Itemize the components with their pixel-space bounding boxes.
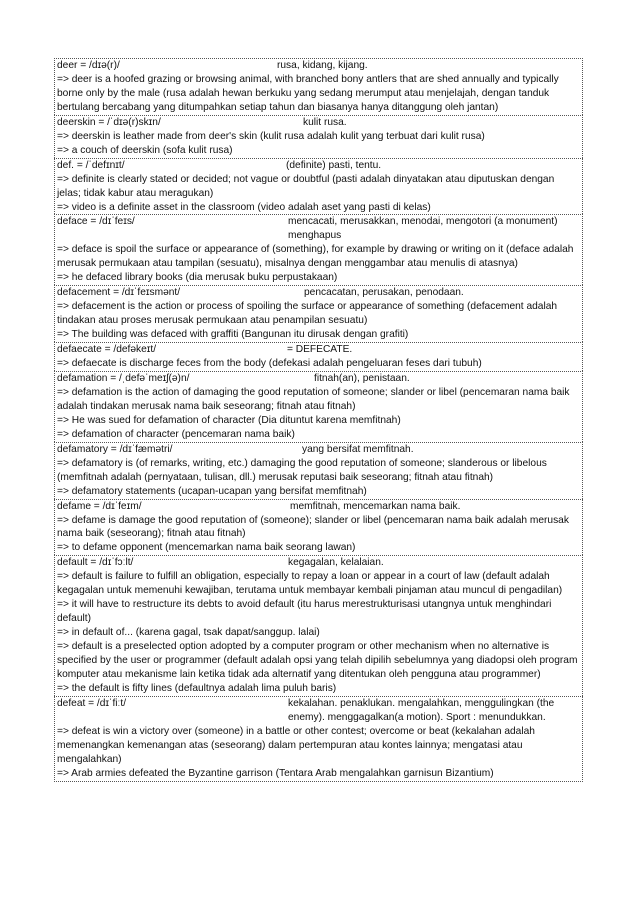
entry-term: defeat = /dɪˈfiːt/ <box>57 697 127 709</box>
entry-line: => defamation is the action of damaging the good reputation of someone; slander or libel (pencemaran nama baik adalah tindakan merusak nama baik seseorang; fitnah atau fitnah) <box>57 386 570 412</box>
entry-line: => he defaced library books (dia merusak buku perpustakaan) <box>57 272 338 284</box>
entry-line: => defame is damage the good reputation of (someone); slander or libel (pencemaran nama baik adalah merusak nama baik (seseorang); fitnah atau fitnah) <box>57 514 569 540</box>
entry-head <box>57 159 580 173</box>
entry-defaecate <box>54 342 583 371</box>
entry-line: => default is failure to fulfill an obligation, especially to repay a loan or appear in a court of law (default adalah kegagalan untuk memenuhi kewajiban, terutama untuk membayar kembali pinjaman atau muncul di pengadilan) <box>57 571 563 597</box>
entry-line: => defamation of character (pencemaran nama baik) <box>57 428 295 440</box>
entry-head <box>57 697 580 725</box>
entry-line: => deface is spoil the surface or appearance of (something), for example by drawing or writing on it (deface adalah merusak permukaan atau tampilan (sesuatu), misalnya dengan menggambar atau menulis di atasnya) <box>57 244 574 270</box>
entry-head <box>57 116 580 130</box>
entry-term: deerskin = /ˈdɪə(r)skɪn/ <box>57 116 161 128</box>
entry-gloss: kulit rusa. <box>303 116 347 128</box>
entry-head <box>57 556 580 570</box>
entry-gloss: pencacatan, perusakan, penodaan. <box>304 287 464 299</box>
entry-term: def. = /ˈdefɪnɪt/ <box>57 159 125 171</box>
entry-deerskin <box>54 115 583 158</box>
entry-line: => to defame opponent (mencemarkan nama baik seorang lawan) <box>57 542 356 554</box>
entry-line: => defamatory is (of remarks, writing, etc.) damaging the good reputation of someone; slanderous or libelous (memfitnah adalah (pernyataan, tulisan, dll.) merusak reputasi baik seseorang; fitnah atau fitnah) <box>57 457 547 483</box>
entry-head <box>57 500 580 514</box>
entry-gloss: = DEFECATE. <box>287 344 353 356</box>
entry-gloss: rusa, kidang, kijang. <box>277 60 368 71</box>
entry-default <box>54 555 583 696</box>
entry-head <box>57 215 580 243</box>
entry-line: => deer is a hoofed grazing or browsing animal, with branched bony antlers that are shed annually and typically borne only by the male (rusa adalah hewan berkuku yang sedang merumput atau menjelajah, dengan tanduk bertulang bercabang yang ditumpahkan setiap tahun dan biasanya hanya ditanggung oleh jantan) <box>57 73 559 113</box>
entry-defeat <box>54 696 583 782</box>
entry-gloss: fitnah(an), penistaan. <box>314 372 410 384</box>
entry-defacement <box>54 285 583 342</box>
entry-deface <box>54 214 583 285</box>
entry-gloss: kegagalan, kelalaian. <box>288 557 384 569</box>
entry-line: => defacement is the action or process of spoiling the surface or appearance of something (defacement adalah tindakan atau proses merusak permukaan atau penampilan sesuatu) <box>57 301 558 327</box>
entry-line: => definite is clearly stated or decided; not vague or doubtful (pasti adalah dinyatakan atau diputuskan dengan jelas; tidak kabur atau meragukan) <box>57 173 555 199</box>
entry-line: => The building was defaced with graffiti (Bangunan itu dirusak dengan grafiti) <box>57 329 409 341</box>
entry-term: defamation = /ˌdefəˈmeɪʃ(ə)n/ <box>57 372 190 384</box>
entry-line: => defeat is win a victory over (someone) in a battle or other contest; overcome or beat (kekalahan adalah memenangkan kemenangan atas (seseorang) dalam pertempuran atau kontes lainnya; mengatasi atau mengalahkan) <box>57 725 535 765</box>
entry-term: defacement = /dɪˈfeɪsmənt/ <box>57 287 181 299</box>
entry-head <box>57 59 580 73</box>
entry-head <box>57 372 580 386</box>
entry-line: => the default is fifty lines (defaultnya adalah lima puluh baris) <box>57 682 337 694</box>
entry-term: defamatory = /dɪˈfæmətri/ <box>57 443 173 455</box>
entry-head <box>57 343 580 357</box>
entry-line: => it will have to restructure its debts to avoid default (itu harus merestrukturisasi utangnya untuk menghindari default) <box>57 599 552 625</box>
entry-line: => defamatory statements (ucapan-ucapan yang bersifat memfitnah) <box>57 485 367 497</box>
entry-defamation <box>54 371 583 442</box>
entry-term: deface = /dɪˈfeɪs/ <box>57 216 135 228</box>
entry-gloss: kekalahan. penaklukan. mengalahkan, menggulingkan (the enemy). menggagalkan(a motion). Sport : menundukkan. <box>288 697 555 723</box>
entry-line: => a couch of deerskin (sofa kulit rusa) <box>57 144 233 156</box>
entry-gloss: yang bersifat memfitnah. <box>302 443 414 455</box>
entry-line: => in default of... (karena gagal, tsak dapat/sanggup. lalai) <box>57 627 320 639</box>
entry-head <box>57 286 580 300</box>
entry-term: default = /dɪˈfɔːlt/ <box>57 557 134 569</box>
entry-line: => video is a definite asset in the classroom (video adalah aset yang pasti di kelas) <box>57 201 431 213</box>
entry-line: => default is a preselected option adopted by a computer program or other mechanism when no alternative is specified by the user or programmer (default adalah opsi yang telah dipilih sebelumnya yang diadopsi oleh program komputer atau mekanisme lain ketika tidak ada alternatif yang ditentukan oleh pengguna atau programmer) <box>57 641 578 680</box>
entry-line: => He was sued for defamation of character (Dia dituntut karena memfitnah) <box>57 414 401 426</box>
entry-line: => defaecate is discharge feces from the body (defekasi adalah pengeluaran feses dari tubuh) <box>57 358 482 370</box>
entry-gloss: mencacati, merusakkan, menodai, mengotori (a monument) menghapus <box>288 216 558 242</box>
entry-deer <box>54 58 583 115</box>
entry-gloss: (definite) pasti, tentu. <box>286 159 382 171</box>
entry-term: defame = /dɪˈfeɪm/ <box>57 500 142 512</box>
entry-def <box>54 158 583 215</box>
dictionary-page <box>54 58 583 782</box>
entry-gloss: memfitnah, mencemarkan nama baik. <box>290 500 461 512</box>
entry-defame <box>54 499 583 556</box>
entry-line: => deerskin is leather made from deer's skin (kulit rusa adalah kulit yang terbuat dari kulit rusa) <box>57 130 485 142</box>
entry-head <box>57 443 580 457</box>
entry-line: => Arab armies defeated the Byzantine garrison (Tentara Arab mengalahkan garnisun Bizantium) <box>57 767 494 779</box>
entry-defamatory <box>54 442 583 499</box>
entry-term: deer = /dɪə(r)/ <box>57 60 120 71</box>
entry-term: defaecate = /defəkeɪt/ <box>57 344 157 356</box>
